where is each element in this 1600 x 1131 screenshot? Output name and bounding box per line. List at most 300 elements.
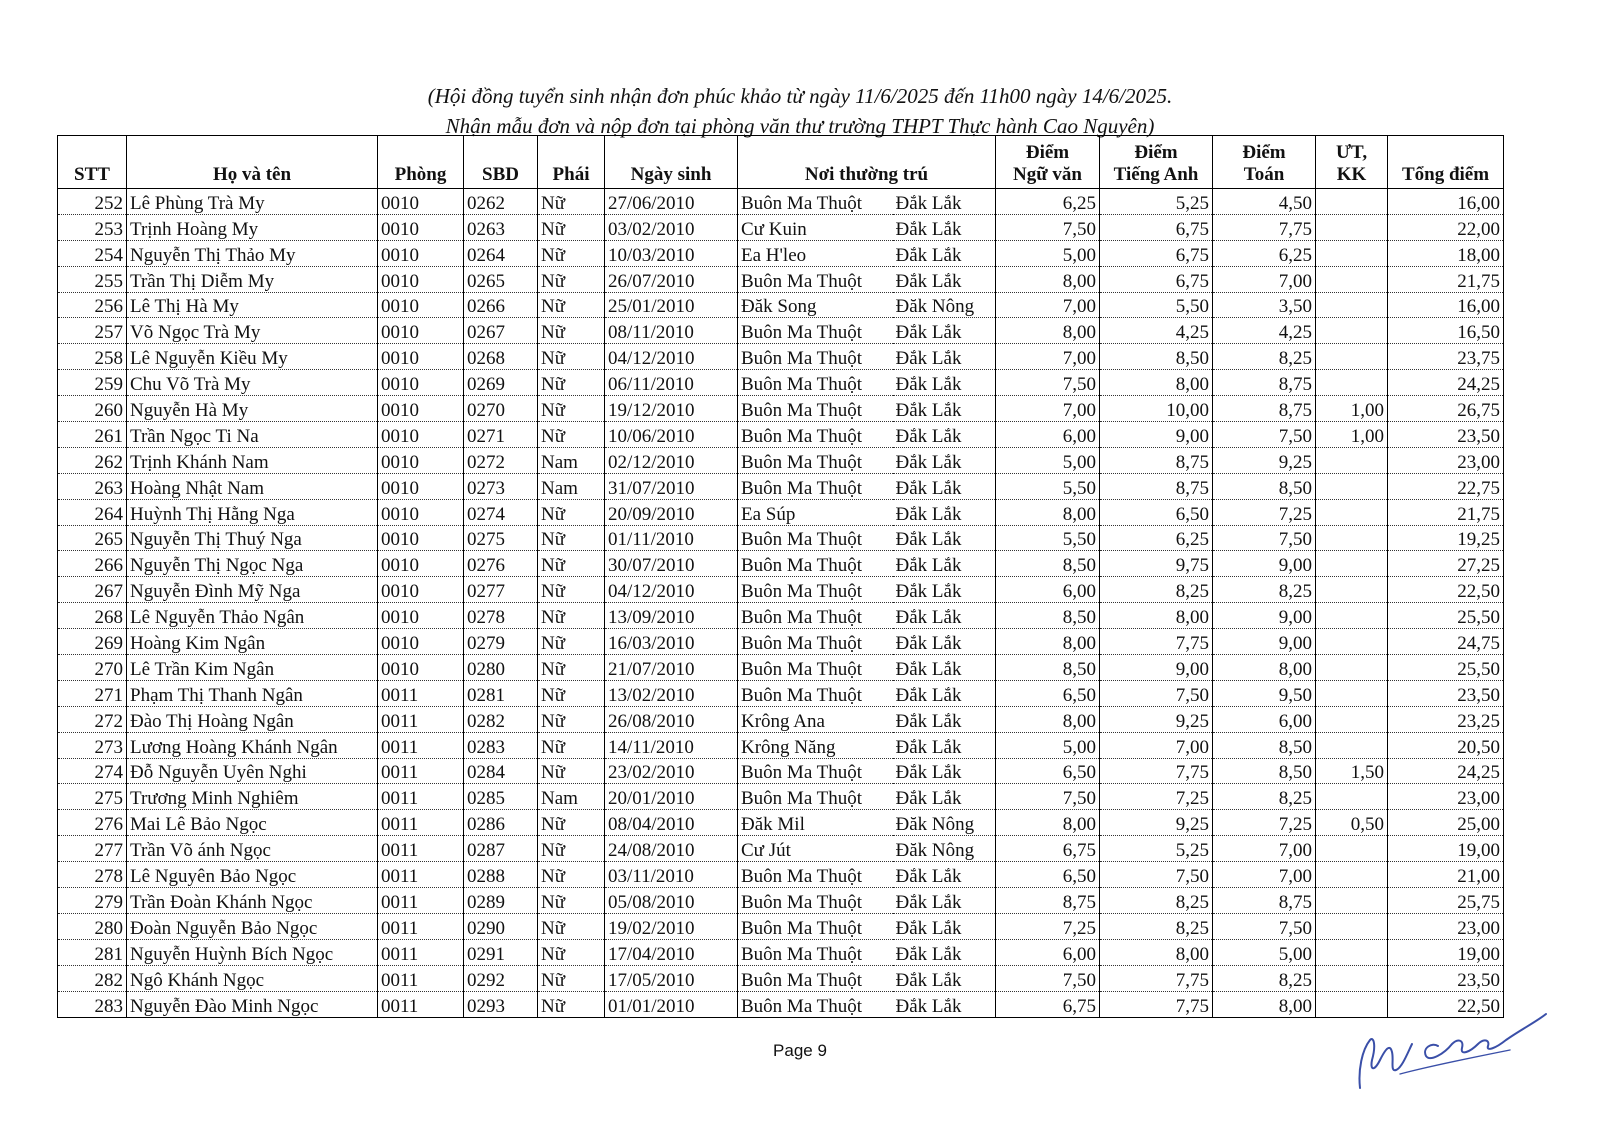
header-bonus xyxy=(1316,136,1388,189)
cell-gender: Nữ xyxy=(538,266,605,292)
cell-total: 23,50 xyxy=(1388,680,1504,706)
cell-gender: Nam xyxy=(538,447,605,473)
cell-dob: 06/11/2010 xyxy=(605,370,738,396)
table-row xyxy=(58,655,1504,681)
cell-name: Nguyễn Thị Ngọc Nga xyxy=(127,551,378,577)
cell-district: Krông Ana xyxy=(738,706,893,732)
cell-english: 7,75 xyxy=(1100,991,1213,1017)
cell-literature: 6,75 xyxy=(996,836,1100,862)
cell-bonus xyxy=(1316,836,1388,862)
cell-literature: 8,00 xyxy=(996,266,1100,292)
cell-total: 19,00 xyxy=(1388,939,1504,965)
cell-english: 7,50 xyxy=(1100,680,1213,706)
cell-dob: 21/07/2010 xyxy=(605,655,738,681)
cell-dob: 10/06/2010 xyxy=(605,422,738,448)
cell-sbd: 0272 xyxy=(464,447,538,473)
cell-math: 7,25 xyxy=(1213,499,1316,525)
cell-english: 5,25 xyxy=(1100,189,1213,215)
cell-dob: 13/09/2010 xyxy=(605,603,738,629)
table-header-row xyxy=(58,136,1504,189)
cell-bonus xyxy=(1316,370,1388,396)
cell-name: Trần Ngọc Ti Na xyxy=(127,422,378,448)
cell-district: Đăk Song xyxy=(738,292,893,318)
cell-math: 3,50 xyxy=(1213,292,1316,318)
cell-gender: Nữ xyxy=(538,758,605,784)
cell-dob: 27/06/2010 xyxy=(605,189,738,215)
cell-gender: Nữ xyxy=(538,214,605,240)
cell-sbd: 0291 xyxy=(464,939,538,965)
cell-room: 0010 xyxy=(378,473,464,499)
cell-math: 8,50 xyxy=(1213,732,1316,758)
cell-english: 8,75 xyxy=(1100,473,1213,499)
cell-math: 9,00 xyxy=(1213,629,1316,655)
cell-gender: Nữ xyxy=(538,240,605,266)
header-literature-line-2: Ngữ văn xyxy=(1013,164,1082,185)
cell-bonus: 1,00 xyxy=(1316,396,1388,422)
cell-name: Đỗ Nguyễn Uyên Nghi xyxy=(127,758,378,784)
cell-dob: 02/12/2010 xyxy=(605,447,738,473)
cell-literature: 8,00 xyxy=(996,706,1100,732)
cell-stt: 258 xyxy=(58,344,127,370)
cell-dob: 24/08/2010 xyxy=(605,836,738,862)
cell-bonus xyxy=(1316,888,1388,914)
cell-gender: Nữ xyxy=(538,344,605,370)
header-english-line-2: Tiếng Anh xyxy=(1113,164,1199,185)
cell-gender: Nữ xyxy=(538,603,605,629)
cell-province: Đăk Nông xyxy=(893,292,996,318)
cell-bonus xyxy=(1316,629,1388,655)
cell-province: Đắk Lắk xyxy=(893,447,996,473)
cell-total: 23,00 xyxy=(1388,913,1504,939)
cell-room: 0010 xyxy=(378,629,464,655)
cell-dob: 08/04/2010 xyxy=(605,810,738,836)
cell-stt: 257 xyxy=(58,318,127,344)
table-row xyxy=(58,680,1504,706)
cell-english: 9,75 xyxy=(1100,551,1213,577)
table-row xyxy=(58,422,1504,448)
table-body xyxy=(58,189,1504,1018)
cell-dob: 26/08/2010 xyxy=(605,706,738,732)
cell-gender: Nữ xyxy=(538,292,605,318)
cell-dob: 14/11/2010 xyxy=(605,732,738,758)
table-row xyxy=(58,706,1504,732)
cell-english: 4,25 xyxy=(1100,318,1213,344)
cell-sbd: 0285 xyxy=(464,784,538,810)
handwritten-signature xyxy=(1340,1000,1550,1100)
cell-bonus: 1,50 xyxy=(1316,758,1388,784)
cell-gender: Nữ xyxy=(538,862,605,888)
cell-district: Buôn Ma Thuột xyxy=(738,447,893,473)
cell-english: 6,50 xyxy=(1100,499,1213,525)
cell-province: Đắk Lắk xyxy=(893,370,996,396)
cell-english: 5,50 xyxy=(1100,292,1213,318)
cell-province: Đắk Lắk xyxy=(893,214,996,240)
cell-total: 23,00 xyxy=(1388,447,1504,473)
table-row xyxy=(58,292,1504,318)
cell-district: Buôn Ma Thuột xyxy=(738,422,893,448)
cell-room: 0010 xyxy=(378,447,464,473)
cell-room: 0010 xyxy=(378,499,464,525)
cell-name: Nguyễn Thị Thảo My xyxy=(127,240,378,266)
cell-literature: 6,50 xyxy=(996,862,1100,888)
cell-bonus xyxy=(1316,862,1388,888)
cell-dob: 20/01/2010 xyxy=(605,784,738,810)
header-name: Họ và tên xyxy=(127,136,378,189)
cell-province: Đắk Lắk xyxy=(893,680,996,706)
cell-total: 24,25 xyxy=(1388,758,1504,784)
cell-math: 5,00 xyxy=(1213,939,1316,965)
cell-province: Đắk Lắk xyxy=(893,862,996,888)
cell-total: 22,00 xyxy=(1388,214,1504,240)
cell-name: Mai Lê Bảo Ngọc xyxy=(127,810,378,836)
cell-gender: Nữ xyxy=(538,499,605,525)
cell-sbd: 0277 xyxy=(464,577,538,603)
cell-district: Buôn Ma Thuột xyxy=(738,629,893,655)
cell-english: 6,75 xyxy=(1100,240,1213,266)
cell-room: 0010 xyxy=(378,655,464,681)
cell-stt: 273 xyxy=(58,732,127,758)
cell-math: 7,50 xyxy=(1213,422,1316,448)
cell-gender: Nam xyxy=(538,784,605,810)
cell-english: 6,25 xyxy=(1100,525,1213,551)
table-row xyxy=(58,913,1504,939)
table-row xyxy=(58,836,1504,862)
cell-literature: 6,50 xyxy=(996,680,1100,706)
header-english xyxy=(1100,136,1213,189)
cell-gender: Nữ xyxy=(538,810,605,836)
cell-stt: 253 xyxy=(58,214,127,240)
cell-stt: 265 xyxy=(58,525,127,551)
cell-name: Trần Thị Diễm My xyxy=(127,266,378,292)
cell-stt: 270 xyxy=(58,655,127,681)
cell-name: Trương Minh Nghiêm xyxy=(127,784,378,810)
cell-sbd: 0279 xyxy=(464,629,538,655)
cell-district: Đăk Mil xyxy=(738,810,893,836)
cell-room: 0010 xyxy=(378,525,464,551)
header-total: Tổng điểm xyxy=(1388,136,1504,189)
cell-math: 7,00 xyxy=(1213,836,1316,862)
cell-bonus xyxy=(1316,706,1388,732)
cell-english: 7,75 xyxy=(1100,965,1213,991)
cell-math: 8,25 xyxy=(1213,965,1316,991)
table-row xyxy=(58,396,1504,422)
cell-english: 7,50 xyxy=(1100,862,1213,888)
cell-province: Đắk Lắk xyxy=(893,240,996,266)
cell-math: 4,50 xyxy=(1213,189,1316,215)
cell-total: 24,25 xyxy=(1388,370,1504,396)
cell-district: Buôn Ma Thuột xyxy=(738,913,893,939)
cell-bonus xyxy=(1316,499,1388,525)
cell-room: 0011 xyxy=(378,680,464,706)
header-literature-line-1: Điểm xyxy=(1025,142,1070,163)
cell-dob: 31/07/2010 xyxy=(605,473,738,499)
cell-province: Đắk Lắk xyxy=(893,266,996,292)
cell-math: 9,00 xyxy=(1213,551,1316,577)
cell-province: Đắk Lắk xyxy=(893,499,996,525)
cell-gender: Nữ xyxy=(538,965,605,991)
cell-sbd: 0289 xyxy=(464,888,538,914)
cell-literature: 5,00 xyxy=(996,732,1100,758)
cell-total: 27,25 xyxy=(1388,551,1504,577)
cell-bonus xyxy=(1316,577,1388,603)
cell-room: 0010 xyxy=(378,344,464,370)
cell-sbd: 0267 xyxy=(464,318,538,344)
cell-literature: 6,00 xyxy=(996,577,1100,603)
cell-district: Buôn Ma Thuột xyxy=(738,862,893,888)
cell-bonus xyxy=(1316,603,1388,629)
cell-stt: 276 xyxy=(58,810,127,836)
table-row xyxy=(58,577,1504,603)
table-row xyxy=(58,603,1504,629)
cell-district: Buôn Ma Thuột xyxy=(738,370,893,396)
cell-sbd: 0292 xyxy=(464,965,538,991)
cell-district: Krông Năng xyxy=(738,732,893,758)
cell-gender: Nữ xyxy=(538,939,605,965)
cell-total: 23,50 xyxy=(1388,965,1504,991)
cell-dob: 01/11/2010 xyxy=(605,525,738,551)
table-row xyxy=(58,499,1504,525)
cell-bonus xyxy=(1316,240,1388,266)
table-row xyxy=(58,266,1504,292)
cell-sbd: 0262 xyxy=(464,189,538,215)
cell-province: Đắk Lắk xyxy=(893,318,996,344)
cell-literature: 5,00 xyxy=(996,240,1100,266)
header-gender: Phái xyxy=(538,136,605,189)
cell-math: 7,00 xyxy=(1213,862,1316,888)
cell-literature: 8,00 xyxy=(996,499,1100,525)
cell-stt: 254 xyxy=(58,240,127,266)
cell-name: Lê Nguyên Bảo Ngọc xyxy=(127,862,378,888)
cell-total: 25,75 xyxy=(1388,888,1504,914)
cell-literature: 7,00 xyxy=(996,292,1100,318)
cell-total: 18,00 xyxy=(1388,240,1504,266)
cell-name: Trịnh Hoàng My xyxy=(127,214,378,240)
cell-sbd: 0284 xyxy=(464,758,538,784)
cell-name: Võ Ngọc Trà My xyxy=(127,318,378,344)
cell-province: Đắk Lắk xyxy=(893,603,996,629)
cell-bonus xyxy=(1316,292,1388,318)
cell-total: 19,25 xyxy=(1388,525,1504,551)
cell-province: Đắk Lắk xyxy=(893,758,996,784)
cell-stt: 261 xyxy=(58,422,127,448)
cell-dob: 03/11/2010 xyxy=(605,862,738,888)
review-notice-line-2: Nhận mẫu đơn và nộp đơn tại phòng văn thư trường THPT Thực hành Cao Nguyên) xyxy=(445,114,1155,138)
cell-district: Cư Jút xyxy=(738,836,893,862)
cell-dob: 17/05/2010 xyxy=(605,965,738,991)
cell-bonus xyxy=(1316,447,1388,473)
cell-name: Lê Phùng Trà My xyxy=(127,189,378,215)
cell-stt: 267 xyxy=(58,577,127,603)
cell-name: Phạm Thị Thanh Ngân xyxy=(127,680,378,706)
cell-english: 5,25 xyxy=(1100,836,1213,862)
cell-sbd: 0268 xyxy=(464,344,538,370)
cell-dob: 10/03/2010 xyxy=(605,240,738,266)
cell-province: Đắk Lắk xyxy=(893,422,996,448)
table-row xyxy=(58,888,1504,914)
cell-bonus xyxy=(1316,318,1388,344)
cell-name: Lê Thị Hà My xyxy=(127,292,378,318)
cell-bonus xyxy=(1316,965,1388,991)
cell-room: 0010 xyxy=(378,396,464,422)
cell-district: Buôn Ma Thuột xyxy=(738,680,893,706)
cell-english: 8,00 xyxy=(1100,603,1213,629)
cell-total: 23,25 xyxy=(1388,706,1504,732)
cell-sbd: 0276 xyxy=(464,551,538,577)
cell-math: 7,25 xyxy=(1213,810,1316,836)
cell-name: Lê Nguyễn Kiều My xyxy=(127,344,378,370)
cell-dob: 13/02/2010 xyxy=(605,680,738,706)
header-dob: Ngày sinh xyxy=(605,136,738,189)
cell-stt: 259 xyxy=(58,370,127,396)
table-row xyxy=(58,214,1504,240)
cell-math: 8,25 xyxy=(1213,784,1316,810)
cell-district: Buôn Ma Thuột xyxy=(738,603,893,629)
cell-gender: Nữ xyxy=(538,551,605,577)
cell-english: 10,00 xyxy=(1100,396,1213,422)
cell-literature: 5,50 xyxy=(996,473,1100,499)
cell-total: 25,50 xyxy=(1388,655,1504,681)
cell-province: Đắk Lắk xyxy=(893,525,996,551)
cell-room: 0010 xyxy=(378,370,464,396)
cell-province: Đăk Nông xyxy=(893,810,996,836)
cell-math: 8,75 xyxy=(1213,370,1316,396)
cell-sbd: 0264 xyxy=(464,240,538,266)
cell-province: Đắk Lắk xyxy=(893,655,996,681)
cell-name: Nguyễn Thị Thuý Nga xyxy=(127,525,378,551)
cell-literature: 8,50 xyxy=(996,655,1100,681)
cell-district: Buôn Ma Thuột xyxy=(738,344,893,370)
cell-literature: 7,50 xyxy=(996,214,1100,240)
cell-total: 26,75 xyxy=(1388,396,1504,422)
cell-literature: 6,50 xyxy=(996,758,1100,784)
cell-name: Trần Đoàn Khánh Ngọc xyxy=(127,888,378,914)
cell-math: 4,25 xyxy=(1213,318,1316,344)
cell-bonus xyxy=(1316,266,1388,292)
cell-english: 9,25 xyxy=(1100,706,1213,732)
cell-bonus xyxy=(1316,939,1388,965)
cell-province: Đắk Lắk xyxy=(893,732,996,758)
cell-bonus xyxy=(1316,913,1388,939)
cell-gender: Nữ xyxy=(538,629,605,655)
cell-total: 21,75 xyxy=(1388,266,1504,292)
header-bonus-line-2: KK xyxy=(1336,164,1367,185)
table-row xyxy=(58,991,1504,1017)
cell-total: 16,50 xyxy=(1388,318,1504,344)
cell-province: Đắk Lắk xyxy=(893,991,996,1017)
results-table xyxy=(57,135,1504,1018)
cell-literature: 7,50 xyxy=(996,370,1100,396)
cell-name: Hoàng Kim Ngân xyxy=(127,629,378,655)
cell-dob: 19/12/2010 xyxy=(605,396,738,422)
cell-dob: 04/12/2010 xyxy=(605,577,738,603)
cell-dob: 25/01/2010 xyxy=(605,292,738,318)
cell-name: Hoàng Nhật Nam xyxy=(127,473,378,499)
cell-district: Buôn Ma Thuột xyxy=(738,991,893,1017)
cell-english: 9,00 xyxy=(1100,422,1213,448)
cell-english: 7,75 xyxy=(1100,758,1213,784)
cell-dob: 26/07/2010 xyxy=(605,266,738,292)
cell-name: Nguyễn Đào Minh Ngọc xyxy=(127,991,378,1017)
cell-total: 25,50 xyxy=(1388,603,1504,629)
cell-province: Đắk Lắk xyxy=(893,965,996,991)
cell-sbd: 0265 xyxy=(464,266,538,292)
cell-math: 8,25 xyxy=(1213,344,1316,370)
table-row xyxy=(58,240,1504,266)
cell-room: 0010 xyxy=(378,189,464,215)
cell-math: 8,75 xyxy=(1213,396,1316,422)
cell-room: 0011 xyxy=(378,836,464,862)
cell-province: Đăk Nông xyxy=(893,836,996,862)
cell-literature: 8,00 xyxy=(996,810,1100,836)
cell-bonus xyxy=(1316,344,1388,370)
cell-dob: 17/04/2010 xyxy=(605,939,738,965)
cell-literature: 8,00 xyxy=(996,629,1100,655)
cell-stt: 260 xyxy=(58,396,127,422)
cell-total: 23,50 xyxy=(1388,422,1504,448)
header-bonus-line-1: ƯT, xyxy=(1335,142,1368,163)
cell-gender: Nữ xyxy=(538,370,605,396)
cell-name: Nguyễn Hà My xyxy=(127,396,378,422)
header-room: Phòng xyxy=(378,136,464,189)
cell-name: Ngô Khánh Ngọc xyxy=(127,965,378,991)
cell-english: 8,75 xyxy=(1100,447,1213,473)
header-math-line-2: Toán xyxy=(1243,164,1285,185)
page-number: Page 9 xyxy=(773,1041,827,1060)
cell-name: Đoàn Nguyễn Bảo Ngọc xyxy=(127,913,378,939)
cell-stt: 274 xyxy=(58,758,127,784)
cell-sbd: 0280 xyxy=(464,655,538,681)
cell-english: 9,25 xyxy=(1100,810,1213,836)
cell-sbd: 0269 xyxy=(464,370,538,396)
cell-english: 8,25 xyxy=(1100,577,1213,603)
cell-room: 0011 xyxy=(378,784,464,810)
cell-sbd: 0288 xyxy=(464,862,538,888)
cell-bonus xyxy=(1316,551,1388,577)
cell-bonus xyxy=(1316,525,1388,551)
cell-english: 8,25 xyxy=(1100,888,1213,914)
cell-english: 8,25 xyxy=(1100,913,1213,939)
cell-room: 0011 xyxy=(378,758,464,784)
cell-province: Đắk Lắk xyxy=(893,784,996,810)
table-row xyxy=(58,629,1504,655)
cell-gender: Nữ xyxy=(538,706,605,732)
cell-gender: Nữ xyxy=(538,888,605,914)
cell-district: Buôn Ma Thuột xyxy=(738,525,893,551)
cell-district: Cư Kuin xyxy=(738,214,893,240)
cell-room: 0011 xyxy=(378,706,464,732)
cell-stt: 275 xyxy=(58,784,127,810)
table-row xyxy=(58,965,1504,991)
cell-room: 0011 xyxy=(378,965,464,991)
cell-gender: Nữ xyxy=(538,189,605,215)
cell-math: 8,50 xyxy=(1213,758,1316,784)
cell-province: Đắk Lắk xyxy=(893,189,996,215)
cell-room: 0011 xyxy=(378,939,464,965)
header-sbd: SBD xyxy=(464,136,538,189)
cell-gender: Nữ xyxy=(538,396,605,422)
cell-province: Đắk Lắk xyxy=(893,344,996,370)
review-notice-line-1: (Hội đồng tuyển sinh nhận đơn phúc khảo từ ngày 11/6/2025 đến 11h00 ngày 14/6/2025. xyxy=(427,84,1173,108)
table-row xyxy=(58,551,1504,577)
cell-total: 16,00 xyxy=(1388,292,1504,318)
cell-gender: Nữ xyxy=(538,577,605,603)
header-literature xyxy=(996,136,1100,189)
cell-sbd: 0293 xyxy=(464,991,538,1017)
cell-sbd: 0286 xyxy=(464,810,538,836)
cell-stt: 269 xyxy=(58,629,127,655)
cell-room: 0011 xyxy=(378,913,464,939)
cell-gender: Nữ xyxy=(538,422,605,448)
